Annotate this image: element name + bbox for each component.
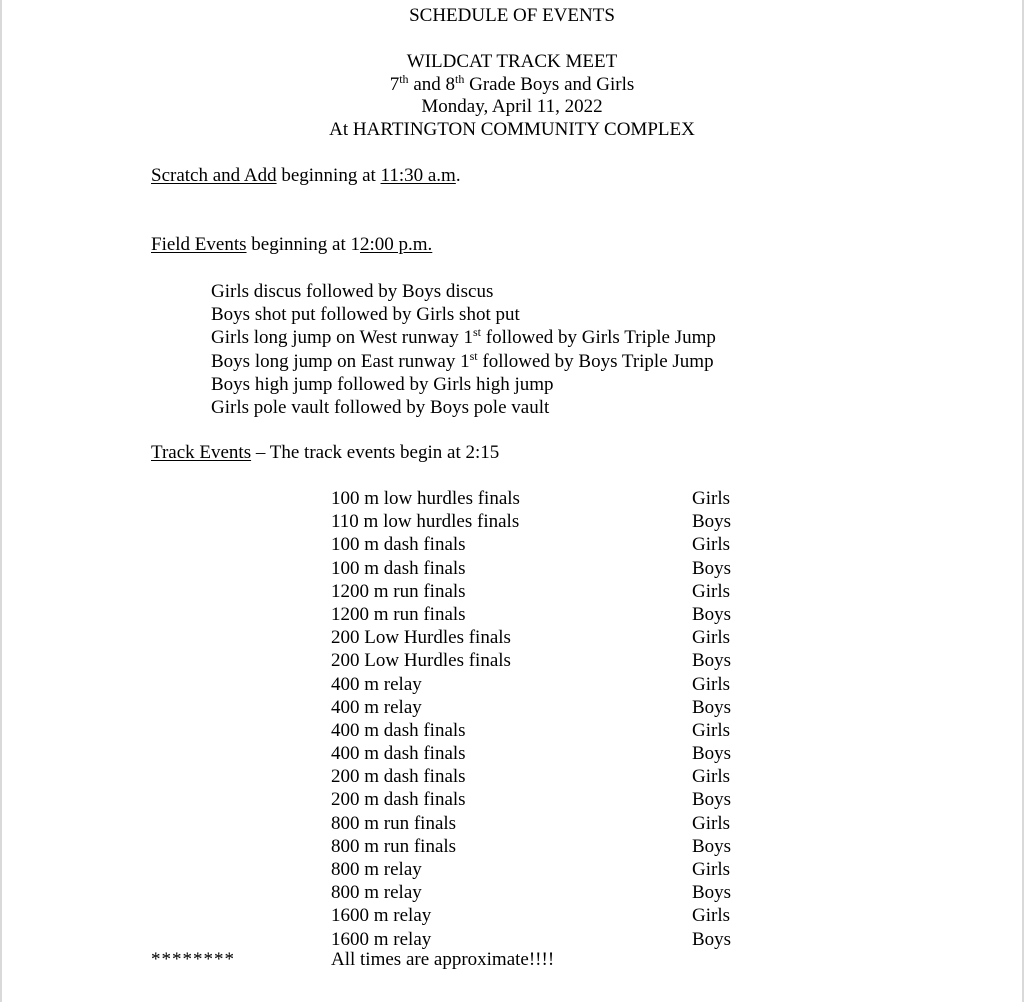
- track-event-row: [331, 788, 751, 811]
- meet-name: WILDCAT TRACK MEET: [406, 51, 618, 72]
- track-event-name: 800 m run finals: [331, 812, 457, 834]
- field-event-item: Boys high jump followed by Girls high jump: [211, 373, 554, 395]
- scratch-mid: beginning at: [276, 165, 381, 186]
- track-events-start: – The track events begin at 2:15: [251, 442, 500, 463]
- track-event-name: 1200 m run finals: [331, 580, 466, 602]
- meet-location: At HARTINGTON COMMUNITY COMPLEX: [329, 119, 695, 140]
- field-event-item: Boys long jump on East runway 1st followed by Boys Triple Jump: [211, 348, 714, 372]
- track-event-gender: Boys: [692, 696, 732, 718]
- track-event-name: 400 m dash finals: [331, 743, 466, 765]
- grade-suffix-1: th: [399, 72, 409, 86]
- track-event-gender: Girls: [692, 488, 730, 509]
- footer-note: All times are approximate!!!!: [331, 949, 555, 970]
- track-event-row: [331, 580, 751, 603]
- grade-mid: and 8: [408, 74, 455, 95]
- track-event-name: 800 m relay: [331, 859, 422, 880]
- track-event-name: 200 Low Hurdles finals: [331, 650, 511, 672]
- track-event-gender: Boys: [692, 882, 732, 904]
- grade-suffix-2: th: [455, 72, 465, 86]
- track-events-list: [331, 487, 751, 951]
- track-events-label: Track Events: [151, 442, 252, 463]
- track-event-name: 400 m relay: [331, 696, 422, 718]
- track-event-gender: Girls: [692, 580, 730, 602]
- grade-number-1: 7: [389, 74, 400, 95]
- scratch-end: .: [455, 165, 461, 186]
- track-event-row: [331, 533, 751, 556]
- track-event-gender: Boys: [692, 928, 732, 950]
- track-event-name: 200 m dash finals: [331, 789, 466, 811]
- track-event-name: 100 m dash finals: [331, 557, 466, 579]
- track-event-row: [331, 835, 751, 858]
- scratch-label: Scratch and Add: [151, 165, 277, 186]
- track-event-row: [331, 696, 751, 719]
- track-event-row: [331, 858, 751, 881]
- track-event-row: [331, 719, 751, 742]
- page-edge-left: [0, 0, 2, 1002]
- track-event-name: 200 m dash finals: [331, 766, 466, 788]
- track-event-row: [331, 673, 751, 696]
- track-event-gender: Girls: [692, 534, 730, 556]
- field-event-item: Girls long jump on West runway 1st followed by Girls Triple Jump: [211, 325, 716, 349]
- track-event-gender: Girls: [692, 627, 730, 649]
- track-event-gender: Girls: [692, 673, 730, 695]
- track-event-gender: Boys: [692, 789, 732, 811]
- track-event-gender: Girls: [692, 766, 730, 788]
- track-event-name: 1200 m run finals: [331, 603, 466, 625]
- field-events-mid: beginning at 1: [246, 234, 360, 255]
- field-events-time: 2:00 p.m.: [359, 234, 433, 255]
- track-event-gender: Boys: [692, 743, 732, 765]
- track-event-row: [331, 742, 751, 765]
- track-event-name: 200 Low Hurdles finals: [331, 627, 511, 649]
- meet-date: Monday, April 11, 2022: [421, 96, 603, 117]
- field-event-item: Girls pole vault followed by Boys pole vault: [211, 396, 550, 418]
- track-event-gender: Boys: [692, 650, 732, 672]
- document-title: SCHEDULE OF EVENTS: [409, 5, 615, 26]
- track-event-gender: Girls: [692, 905, 730, 927]
- track-event-row: [331, 487, 751, 510]
- field-events-line: [151, 233, 432, 256]
- track-event-name: 100 m dash finals: [331, 534, 466, 556]
- track-events-line: [151, 441, 499, 464]
- scratch-line: [151, 164, 461, 187]
- track-event-name: 110 m low hurdles finals: [331, 511, 520, 533]
- field-event-item: Girls discus followed by Boys discus: [211, 281, 494, 302]
- track-event-gender: Girls: [692, 859, 730, 880]
- track-event-row: [331, 904, 751, 927]
- track-event-gender: Boys: [692, 511, 732, 533]
- field-event-item: Boys shot put followed by Girls shot put: [211, 304, 520, 326]
- track-event-gender: Boys: [692, 557, 732, 579]
- field-events-list: [211, 280, 716, 419]
- track-event-gender: Girls: [692, 812, 730, 834]
- track-event-name: 1600 m relay: [331, 928, 432, 950]
- track-event-name: 400 m relay: [331, 673, 422, 695]
- track-event-name: 400 m dash finals: [331, 719, 466, 741]
- track-event-gender: Boys: [692, 835, 732, 857]
- track-event-row: [331, 557, 751, 580]
- track-event-name: 100 m low hurdles finals: [331, 488, 520, 509]
- track-event-name: 1600 m relay: [331, 905, 432, 927]
- track-event-row: [331, 510, 751, 533]
- track-event-name: 800 m run finals: [331, 835, 457, 857]
- track-event-row: [331, 765, 751, 788]
- track-event-row: [331, 626, 751, 649]
- footer-stars: ********: [151, 949, 235, 970]
- scratch-time: 11:30 a.m: [380, 165, 456, 186]
- field-events-label: Field Events: [151, 234, 247, 255]
- grade-rest: Grade Boys and Girls: [464, 74, 635, 95]
- track-event-row: [331, 603, 751, 626]
- track-event-gender: Boys: [692, 603, 732, 625]
- track-event-row: [331, 812, 751, 835]
- track-event-row: [331, 649, 751, 672]
- track-event-row: [331, 881, 751, 904]
- grades-line: [0, 73, 1024, 96]
- track-event-name: 800 m relay: [331, 882, 422, 904]
- track-event-gender: Girls: [692, 719, 730, 741]
